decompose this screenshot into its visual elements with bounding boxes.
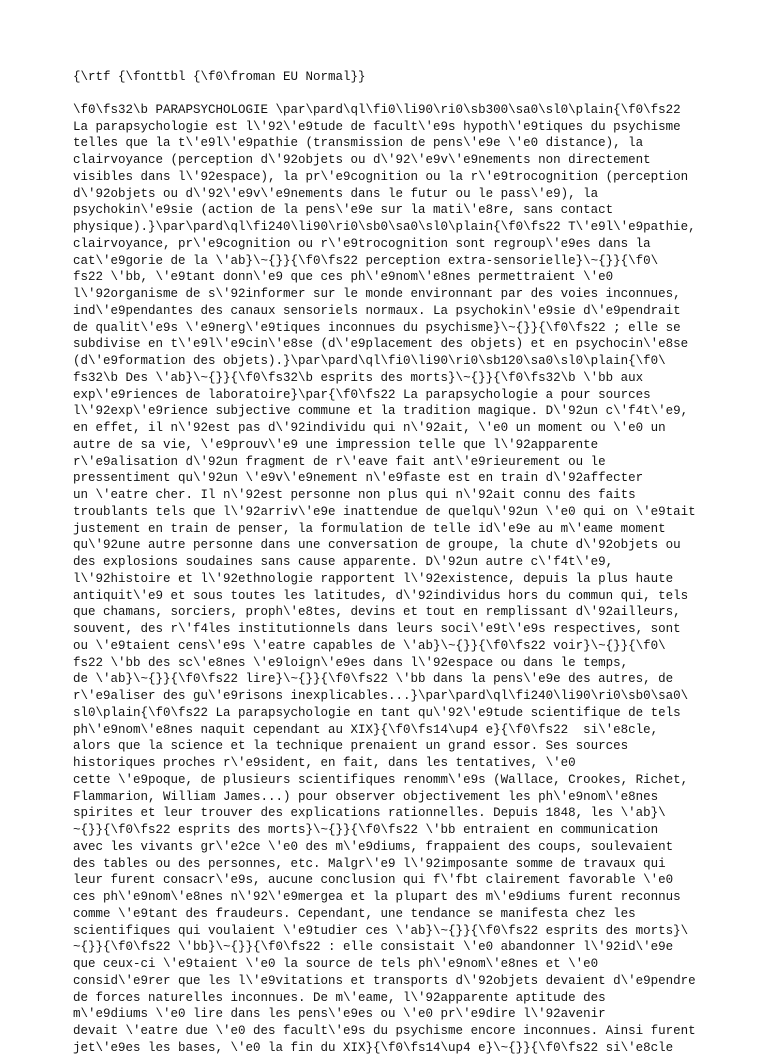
rtf-text-line: ~{}}{\f0\fs22 esprits des morts}\~{}}{\f0\fs22 \'bb entraient en communication xyxy=(73,823,659,837)
rtf-text-line: spirites et leur trouver des explications rationnelles. Depuis 1848, les \'ab}\ xyxy=(73,806,666,821)
rtf-text-line: scientifiques qui voulaient \'e9tudier ces \'ab}\~{}}{\f0\fs22 esprits des morts}\ xyxy=(73,923,689,938)
rtf-text-line: (d\'e9formation des objets).}\par\pard\ql\fi0\li90\ri0\sb120\sa0\sl0\plain{\f0\ xyxy=(73,354,666,368)
rtf-text-line: l\'92exp\'e9rience subjective commune et la tradition magique. D\'92un c\'f4t\'e9, xyxy=(73,404,689,419)
rtf-text-line: qu\'92une autre personne dans une conversation de groupe, la chute d\'92objets ou xyxy=(73,538,681,553)
rtf-text-line: ~{}}{\f0\fs22 \'bb}\~{}}{\f0\fs22 : elle consistait \'e0 abandonner l\'92id\'e9e xyxy=(73,940,674,955)
rtf-header-line: {\rtf {\fonttbl {\f0\froman EU Normal}} xyxy=(73,70,366,84)
rtf-text-line: de forces naturelles inconnues. De m\'eame, l\'92apparente aptitude des xyxy=(73,990,606,1005)
rtf-text-line: que ceux-ci \'e9taient \'e0 la source de tels ph\'e9nom\'e8nes et \'e0 xyxy=(73,957,599,971)
rtf-text-line: devait \'eatre due \'e0 des facult\'e9s du psychisme encore inconnues. Ainsi furent xyxy=(73,1024,696,1038)
rtf-text-line: leur furent consacr\'e9s, aucune conclusion qui f\'fbt clairement favorable \'e0 xyxy=(73,873,674,888)
rtf-text-line: clairvoyance (perception d\'92objets ou d\'92\'e9v\'e9nements non directement xyxy=(73,153,651,167)
rtf-text-line: des explosions soudaines sans cause apparente. D\'92un autre c\'f4t\'e9, xyxy=(73,555,614,569)
rtf-text-line: d\'92objets ou d\'92\'e9v\'e9nements dans le futur ou le pass\'e9), la xyxy=(73,186,599,201)
rtf-text-line: ou \'e9taient cens\'e9s \'eatre capables de \'ab}\~{}}{\f0\fs22 voir}\~{}}{\f0\ xyxy=(73,638,666,653)
rtf-text-line: ph\'e9nom\'e8nes naquit cependant au XIX}{\f0\fs14\up4 e}{\f0\fs22 si\'e8cle, xyxy=(73,722,659,737)
rtf-text-line: des tables ou des personnes, etc. Malgr\'e9 l\'92imposante somme de travaux qui xyxy=(73,856,666,871)
paragraph-gap xyxy=(73,86,763,102)
rtf-text-line: r\'e9alisation d\'92un fragment de r\'eave fait ant\'e9rieurement ou le xyxy=(73,454,606,469)
rtf-text-line: de \'ab}\~{}}{\f0\fs22 lire}\~{}}{\f0\fs22 \'bb dans la pens\'e9e des autres, de xyxy=(73,672,674,687)
rtf-source-document xyxy=(73,69,763,1057)
rtf-text-line: justement en train de penser, la formulation de telle id\'e9e au m\'eame moment xyxy=(73,521,666,536)
rtf-text-line: avec les vivants gr\'e2ce \'e0 des m\'e9diums, frappaient des coups, soulevaient xyxy=(73,839,674,854)
rtf-text-line: autre de sa vie, \'e9prouv\'e9 une impression telle que l\'92apparente xyxy=(73,437,599,452)
rtf-body-text xyxy=(73,102,763,1057)
rtf-text-line: La parapsychologie est l\'92\'e9tude de facult\'e9s hypoth\'e9tiques du psychisme xyxy=(73,119,681,134)
rtf-text-line: cat\'e9gorie de la \'ab}\~{}}{\f0\fs22 perception extra-sensorielle}\~{}}{\f0\ xyxy=(73,253,659,268)
rtf-text-line: que chamans, sorciers, proph\'e8tes, devins et tout en remplissant d\'92ailleurs, xyxy=(73,605,681,620)
rtf-text-line: antiquit\'e9 et sous toutes les latitudes, d\'92individus hors du commun qui, tels xyxy=(73,588,689,603)
rtf-text-line: telles que la t\'e9l\'e9pathie (transmission de pens\'e9e \'e0 distance), la xyxy=(73,136,644,151)
rtf-text-line: visibles dans l\'92espace), la pr\'e9cognition ou la r\'e9trocognition (perception xyxy=(73,169,689,184)
rtf-text-line: en effet, il n\'92est pas d\'92individu qui n\'92ait, \'e0 un moment ou \'e0 un xyxy=(73,421,666,435)
rtf-text-line: un \'eatre cher. Il n\'92est personne non plus qui n\'92ait connu des faits xyxy=(73,488,636,502)
rtf-text-line: exp\'e9riences de laboratoire}\par{\f0\fs22 La parapsychologie a pour sources xyxy=(73,387,651,402)
rtf-text-line: ind\'e9pendantes des canaux sensoriels normaux. La psychokin\'e9sie d\'e9pendrait xyxy=(73,303,681,318)
rtf-text-line: clairvoyance, pr\'e9cognition ou r\'e9trocognition sont regroup\'e9es dans la xyxy=(73,236,651,251)
rtf-text-line: fs22 \'bb des sc\'e8nes \'e9loign\'e9es dans l\'92espace ou dans le temps, xyxy=(73,655,629,670)
rtf-text-line: souvent, des r\'f4les institutionnels dans leurs soci\'e9t\'e9s respectives, sont xyxy=(73,622,681,636)
rtf-text-line: comme \'e9tant des fraudeurs. Cependant, une tendance se manifesta chez les xyxy=(73,906,636,921)
rtf-text-line: sl0\plain{\f0\fs22 La parapsychologie en tant qu\'92\'e9tude scientifique de tels xyxy=(73,705,681,720)
rtf-text-line: psychokin\'e9sie (action de la pens\'e9e sur la mati\'e8re, sans contact xyxy=(73,203,614,218)
rtf-text-line: Flammarion, William James...) pour observer objectivement les ph\'e9nom\'e8nes xyxy=(73,789,659,804)
rtf-text-line: m\'e9diums \'e0 lire dans les pens\'e9es ou \'e0 pr\'e9dire l\'92avenir xyxy=(73,1007,606,1022)
rtf-text-line: troublants tels que l\'92arriv\'e9e inattendue de quelqu\'92un \'e0 qui on \'e9tait xyxy=(73,504,696,519)
rtf-text-line: r\'e9aliser des gu\'e9risons inexplicables...}\par\pard\ql\fi240\li90\ri0\sb0\sa0\ xyxy=(73,689,689,703)
rtf-text-line: cette \'e9poque, de plusieurs scientifiques renomm\'e9s (Wallace, Crookes, Richet, xyxy=(73,772,689,787)
rtf-text-line: jet\'e9es les bases, \'e0 la fin du XIX}{\f0\fs14\up4 e}\~{}}{\f0\fs22 si\'e8cle xyxy=(73,1040,674,1055)
rtf-text-line: de qualit\'e9s \'e9nerg\'e9tiques inconnues du psychisme}\~{}}{\f0\fs22 ; elle se xyxy=(73,320,681,335)
rtf-text-line: consid\'e9rer que les l\'e9vitations et transports d\'92objets devaient d\'e9pendre xyxy=(73,973,696,988)
rtf-text-line: alors que la science et la technique prenaient un grand essor. Ses sources xyxy=(73,739,629,754)
rtf-text-line: physique).}\par\pard\ql\fi240\li90\ri0\sb0\sa0\sl0\plain{\f0\fs22 T\'e9l\'e9pathie, xyxy=(73,220,696,234)
rtf-text-line: ces ph\'e9nom\'e8nes n\'92\'e9mergea et la plupart des m\'e9diums furent reconnus xyxy=(73,890,681,904)
rtf-text-line: historiques proches r\'e9sident, en fait, dans les tentatives, \'e0 xyxy=(73,756,576,770)
rtf-text-line: l\'92histoire et l\'92ethnologie rapportent l\'92existence, depuis la plus haute xyxy=(73,571,674,586)
rtf-text-line: fs22 \'bb, \'e9tant donn\'e9 que ces ph\'e9nom\'e8nes permettraient \'e0 xyxy=(73,270,614,285)
rtf-text-line: l\'92organisme de s\'92informer sur le monde environnant par des voies inconnues, xyxy=(73,287,681,301)
rtf-text-line: subdivise en t\'e9l\'e9cin\'e8se (d\'e9placement des objets) et en psychocin\'e8se xyxy=(73,337,689,352)
rtf-text-line: fs32\b Des \'ab}\~{}}{\f0\fs32\b esprits des morts}\~{}}{\f0\fs32\b \'bb aux xyxy=(73,370,644,385)
rtf-text-line: \f0\fs32\b PARAPSYCHOLOGIE \par\pard\ql\fi0\li90\ri0\sb300\sa0\sl0\plain{\f0\fs22 xyxy=(73,102,681,117)
rtf-text-line: pressentiment qu\'92un \'e9v\'e9nement n\'e9faste est en train d\'92affecter xyxy=(73,471,644,486)
